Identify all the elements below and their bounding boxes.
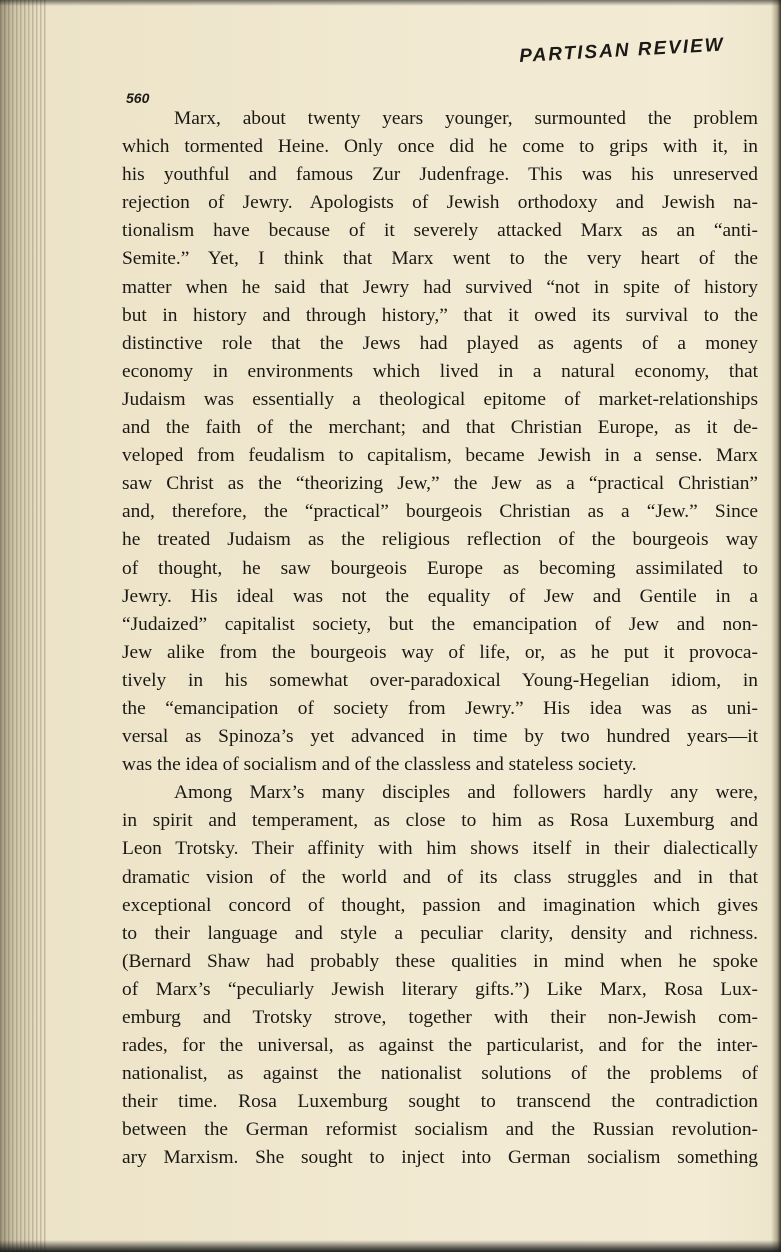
top-edge-shadow xyxy=(0,0,781,6)
text-line: Judaism was essentially a theological epitome of market-relationships xyxy=(122,388,758,410)
text-line: his youthful and famous Zur Judenfrage. This was his unreserved xyxy=(122,164,758,186)
text-line: in spirit and temperament, as close to him as Rosa Luxemburg and xyxy=(122,810,758,832)
text-line: veloped from feudalism to capitalism, became Jewish in a sense. Marx xyxy=(122,445,758,467)
page-edge-shadow xyxy=(771,0,781,1252)
text-line: “Judaized” capitalist society, but the emancipation of Jew and non- xyxy=(122,613,758,635)
text-line: Semite.” Yet, I think that Marx went to the very heart of the xyxy=(122,248,758,270)
text-line: and, therefore, the “practical” bourgeois Christian as a “Jew.” Since xyxy=(122,501,758,523)
text-line: (Bernard Shaw had probably these qualities in mind when he spoke xyxy=(122,950,758,972)
text-line: he treated Judaism as the religious reflection of the bourgeois way xyxy=(122,529,758,551)
page-gutter xyxy=(0,0,46,1252)
text-line: nationalist, as against the nationalist solutions of the problems of xyxy=(122,1063,758,1085)
text-line: tively in his somewhat over-paradoxical Young-Hegelian idiom, in xyxy=(122,669,758,691)
text-line: to their language and style a peculiar clarity, density and richness. xyxy=(122,922,758,944)
text-line: between the German reformist socialism and the Russian revolution- xyxy=(122,1119,758,1141)
text-line: saw Christ as the “theorizing Jew,” the Jew as a “practical Christian” xyxy=(122,473,758,495)
page-number: 560 xyxy=(126,90,150,106)
text-line: tionalism have because of it severely attacked Marx as an “anti- xyxy=(122,220,758,242)
text-line: Jewry. His ideal was not the equality of Jew and Gentile in a xyxy=(122,585,758,607)
text-line: was the idea of socialism and of the classless and stateless society. xyxy=(122,754,637,776)
text-line: the “emancipation of society from Jewry.” His idea was as uni- xyxy=(122,697,758,719)
text-line: Leon Trotsky. Their affinity with him shows itself in their dialectically xyxy=(122,838,758,860)
text-line: and the faith of the merchant; and that Christian Europe, as it de- xyxy=(122,417,758,439)
text-line: emburg and Trotsky strove, together with their non-Jewish com- xyxy=(122,1007,758,1028)
text-line: their time. Rosa Luxemburg sought to transcend the contradiction xyxy=(122,1091,758,1113)
text-line: ary Marxism. She sought to inject into German socialism something xyxy=(122,1147,758,1169)
text-line: dramatic vision of the world and of its class struggles and in that xyxy=(122,866,758,888)
text-line: economy in environments which lived in a natural economy, that xyxy=(122,360,758,382)
text-line: matter when he said that Jewry had survived “not in spite of history xyxy=(122,276,758,298)
text-line: which tormented Heine. Only once did he come to grips with it, in xyxy=(122,136,758,158)
text-line: of Marx’s “peculiarly Jewish literary gifts.”) Like Marx, Rosa Lux- xyxy=(122,978,758,1000)
bottom-edge-shadow xyxy=(0,1240,781,1252)
text-line: rejection of Jewry. Apologists of Jewish orthodoxy and Jewish na- xyxy=(122,192,758,214)
text-line: exceptional concord of thought, passion and imagination which gives xyxy=(122,894,758,916)
text-line: Among Marx’s many disciples and followers hardly any were, xyxy=(174,782,758,804)
body-text xyxy=(122,105,758,1173)
running-head: PARTISAN REVIEW xyxy=(518,34,726,68)
text-line: rades, for the universal, as against the particularist, and for the inter- xyxy=(122,1035,758,1057)
text-line: of thought, he saw bourgeois Europe as becoming assimilated to xyxy=(122,557,758,579)
text-line: Jew alike from the bourgeois way of life, or, as he put it provoca- xyxy=(122,641,758,663)
text-line: Marx, about twenty years younger, surmounted the problem xyxy=(174,108,758,129)
text-line: distinctive role that the Jews had played as agents of a money xyxy=(122,332,758,354)
text-line: versal as Spinoza’s yet advanced in time by two hundred years—it xyxy=(122,726,758,748)
text-line: but in history and through history,” that it owed its survival to the xyxy=(122,304,758,326)
